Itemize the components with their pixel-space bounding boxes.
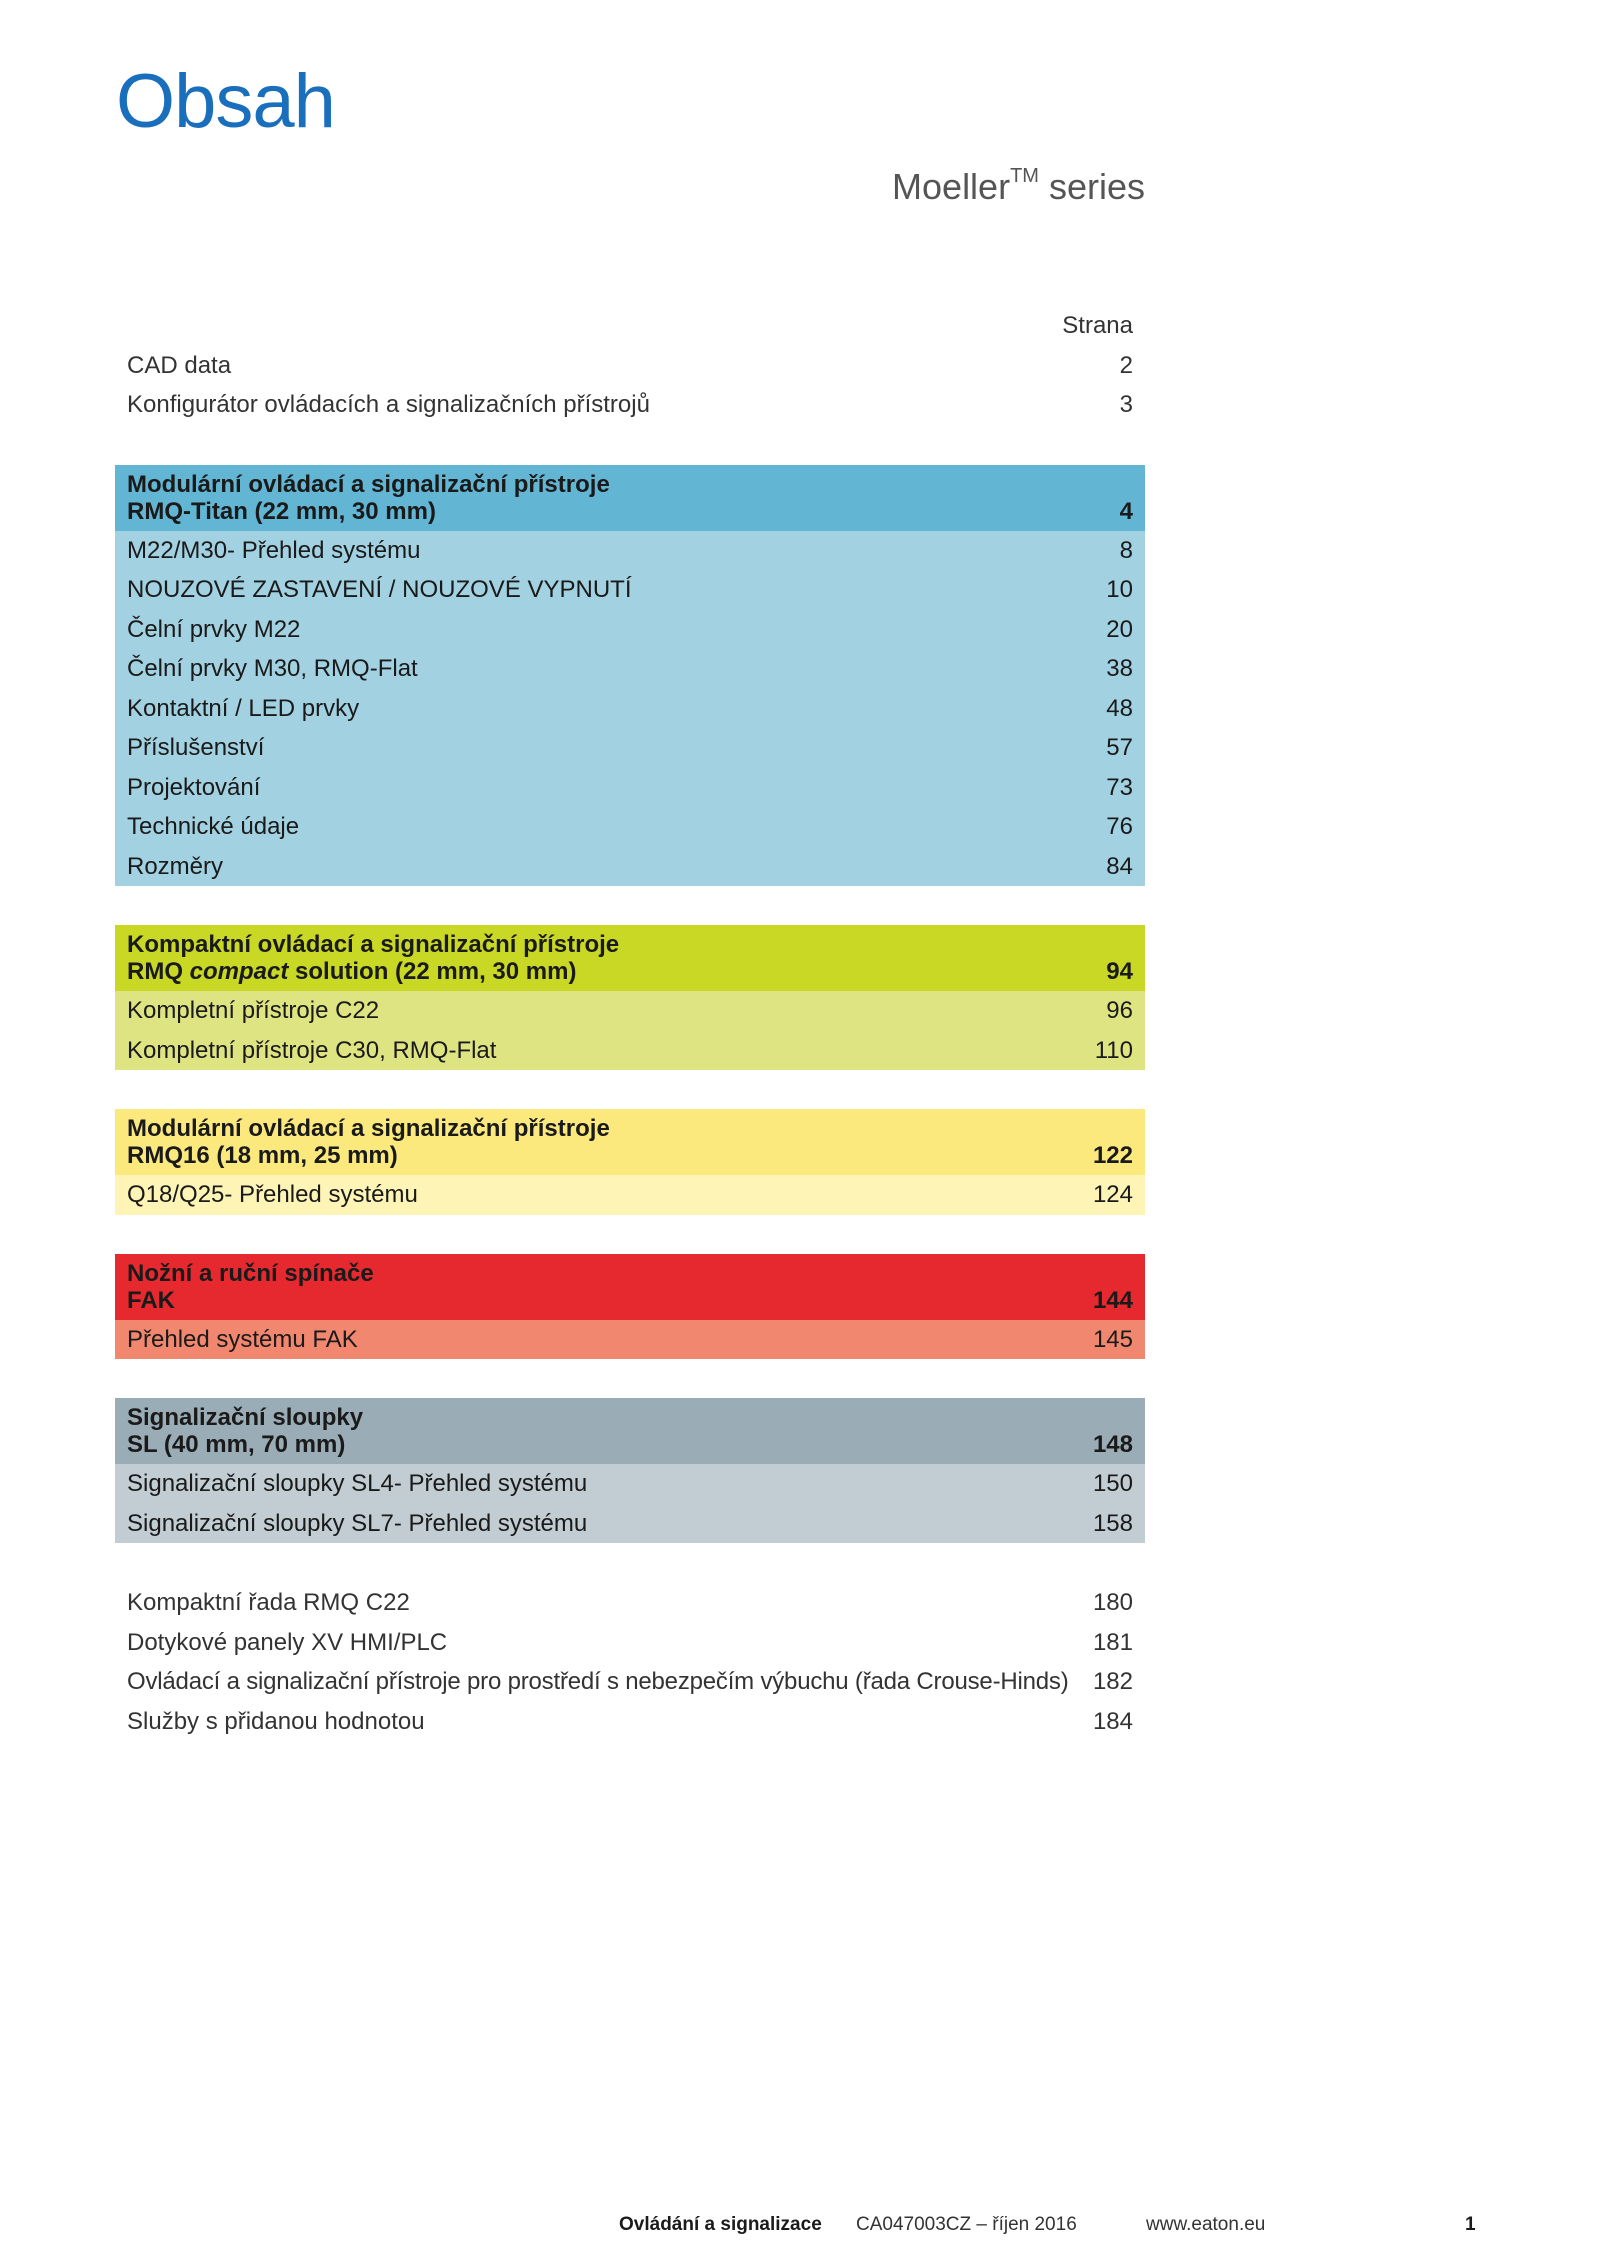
toc-entry[interactable]	[115, 1031, 1145, 1071]
toc-entry-label: CAD data	[127, 351, 232, 379]
toc-entry[interactable]	[115, 991, 1145, 1031]
section-heading[interactable]	[115, 1109, 1145, 1175]
section-sl	[115, 1398, 1145, 1543]
toc-entry-page: 57	[1106, 734, 1133, 761]
toc-entry[interactable]	[115, 570, 1145, 610]
footer-doc-title: Ovládání a signalizace	[619, 2214, 822, 2235]
toc-entry-page: 124	[1092, 1181, 1133, 1208]
section-title: Signalizační sloupky	[127, 1404, 364, 1431]
toc-entry-page: 158	[1092, 1509, 1133, 1537]
toc-entry[interactable]	[115, 847, 1145, 887]
toc-entry-page: 2	[1119, 351, 1133, 379]
toc-entry-page: 84	[1106, 852, 1133, 880]
toc-entry-page: 76	[1106, 813, 1133, 840]
toc-entry-page: 110	[1094, 1036, 1133, 1064]
toc-entry-label: M22/M30- Přehled systému	[127, 536, 421, 564]
toc-entry[interactable]	[115, 610, 1145, 650]
section-title: Modulární ovládací a signalizační přístroje	[127, 1115, 610, 1142]
section-rmq-titan	[115, 465, 1145, 887]
section-body	[115, 991, 1145, 1070]
toc-entry[interactable]	[115, 807, 1145, 847]
toc-entry-label: Přehled systému FAK	[127, 1325, 358, 1353]
table-of-contents	[115, 306, 1145, 1741]
series-heading	[892, 166, 1145, 208]
toc-entry[interactable]	[115, 1583, 1145, 1623]
toc-entry-label: Čelní prvky M30, RMQ-Flat	[127, 655, 418, 682]
page-title: Obsah	[116, 59, 335, 144]
section-title: Kompaktní ovládací a signalizační přístroje	[127, 931, 620, 958]
toc-entry[interactable]	[115, 1464, 1145, 1504]
toc-entry[interactable]	[115, 1320, 1145, 1360]
section-subtitle: RMQ compact solution (22 mm, 30 mm)	[127, 958, 577, 985]
section-rmq-compact	[115, 925, 1145, 1070]
section-page: 122	[1092, 1142, 1133, 1169]
toc-entry-page: 181	[1092, 1628, 1133, 1656]
section-subtitle: RMQ16 (18 mm, 25 mm)	[127, 1142, 398, 1169]
section-subtitle: FAK	[127, 1286, 175, 1314]
footer-url-link[interactable]: www.eaton.eu	[1146, 2214, 1266, 2235]
toc-entry-label: Příslušenství	[127, 734, 265, 761]
section-heading[interactable]	[115, 465, 1145, 531]
toc-entry-label: Signalizační sloupky SL7- Přehled systému	[127, 1509, 588, 1537]
toc-entry[interactable]	[115, 531, 1145, 571]
page-footer	[0, 2214, 1600, 2240]
section-heading[interactable]	[115, 1398, 1145, 1464]
toc-entry-page: 8	[1119, 536, 1133, 564]
toc-entry-page: 180	[1092, 1589, 1133, 1616]
section-fak	[115, 1254, 1145, 1360]
footer-doc-code: CA047003CZ – říjen 2016	[856, 2214, 1077, 2235]
toc-entry-label: Služby s přidanou hodnotou	[127, 1707, 425, 1735]
toc-entry-page: 48	[1106, 694, 1133, 722]
toc-entry-page: 182	[1092, 1668, 1133, 1695]
toc-entry-label: Čelní prvky M22	[127, 615, 301, 643]
footer-page-number: 1	[1465, 2214, 1476, 2235]
column-header-page: Strana	[1062, 312, 1133, 339]
toc-entry-page: 38	[1106, 655, 1133, 682]
toc-entry-page: 10	[1106, 576, 1133, 603]
section-page: 148	[1092, 1431, 1133, 1458]
toc-entry-label: Kompletní přístroje C30, RMQ-Flat	[127, 1036, 497, 1064]
toc-entry[interactable]	[115, 768, 1145, 808]
section-page: 4	[1119, 497, 1133, 525]
toc-entry-label: Kontaktní / LED prvky	[127, 694, 360, 722]
section-body	[115, 531, 1145, 887]
toc-entry-page: 145	[1092, 1325, 1133, 1353]
section-title: Modulární ovládací a signalizační přístroje	[127, 470, 610, 498]
section-rmq16	[115, 1109, 1145, 1215]
toc-entry-label: Rozměry	[127, 852, 224, 880]
section-subtitle: RMQ-Titan (22 mm, 30 mm)	[127, 497, 436, 525]
section-heading[interactable]	[115, 925, 1145, 991]
toc-entry[interactable]	[115, 1175, 1145, 1215]
toc-entry-label: Q18/Q25- Přehled systému	[127, 1181, 418, 1208]
trademark-mark: TM	[1010, 165, 1039, 187]
toc-entry-page: 3	[1119, 391, 1133, 418]
toc-entry-label: Ovládací a signalizační přístroje pro prostředí s nebezpečím výbuchu (řada Crouse-Hinds)	[127, 1668, 1069, 1695]
toc-entry[interactable]	[115, 1702, 1145, 1742]
toc-entry[interactable]	[115, 689, 1145, 729]
section-page: 94	[1106, 958, 1133, 985]
section-subtitle: SL (40 mm, 70 mm)	[127, 1431, 346, 1458]
column-header-row	[115, 306, 1145, 346]
toc-entry-label: Kompletní přístroje C22	[127, 997, 380, 1024]
series-suffix: series	[1038, 166, 1145, 207]
series-name: Moeller	[892, 166, 1011, 207]
section-body	[115, 1464, 1145, 1543]
toc-entry[interactable]	[115, 649, 1145, 689]
toc-entry-label: Dotykové panely XV HMI/PLC	[127, 1628, 448, 1656]
section-body	[115, 1175, 1145, 1215]
toc-entry-label: Signalizační sloupky SL4- Přehled systému	[127, 1470, 588, 1497]
section-body	[115, 1320, 1145, 1360]
toc-entry-label: NOUZOVÉ ZASTAVENÍ / NOUZOVÉ VYPNUTÍ	[127, 576, 632, 603]
toc-entry-label: Kompaktní řada RMQ C22	[127, 1589, 410, 1616]
section-title: Nožní a ruční spínače	[127, 1259, 374, 1287]
toc-entry-label: Konfigurátor ovládacích a signalizačních přístrojů	[127, 391, 650, 418]
toc-entry-page: 184	[1092, 1707, 1133, 1735]
toc-entry[interactable]	[115, 1504, 1145, 1544]
toc-entry[interactable]	[115, 1662, 1145, 1702]
toc-entry-page: 73	[1106, 773, 1133, 801]
toc-entry-page: 150	[1092, 1470, 1133, 1497]
toc-entry-page: 96	[1106, 997, 1133, 1024]
toc-entry[interactable]	[115, 385, 1145, 425]
toc-entry-label: Technické údaje	[127, 813, 300, 840]
toc-entry[interactable]	[115, 1623, 1145, 1663]
toc-entry-page: 20	[1106, 615, 1133, 643]
section-heading[interactable]	[115, 1254, 1145, 1320]
toc-entry-label: Projektování	[127, 773, 261, 801]
toc-entry[interactable]	[115, 346, 1145, 386]
toc-entry[interactable]	[115, 728, 1145, 768]
section-page: 144	[1092, 1286, 1133, 1314]
